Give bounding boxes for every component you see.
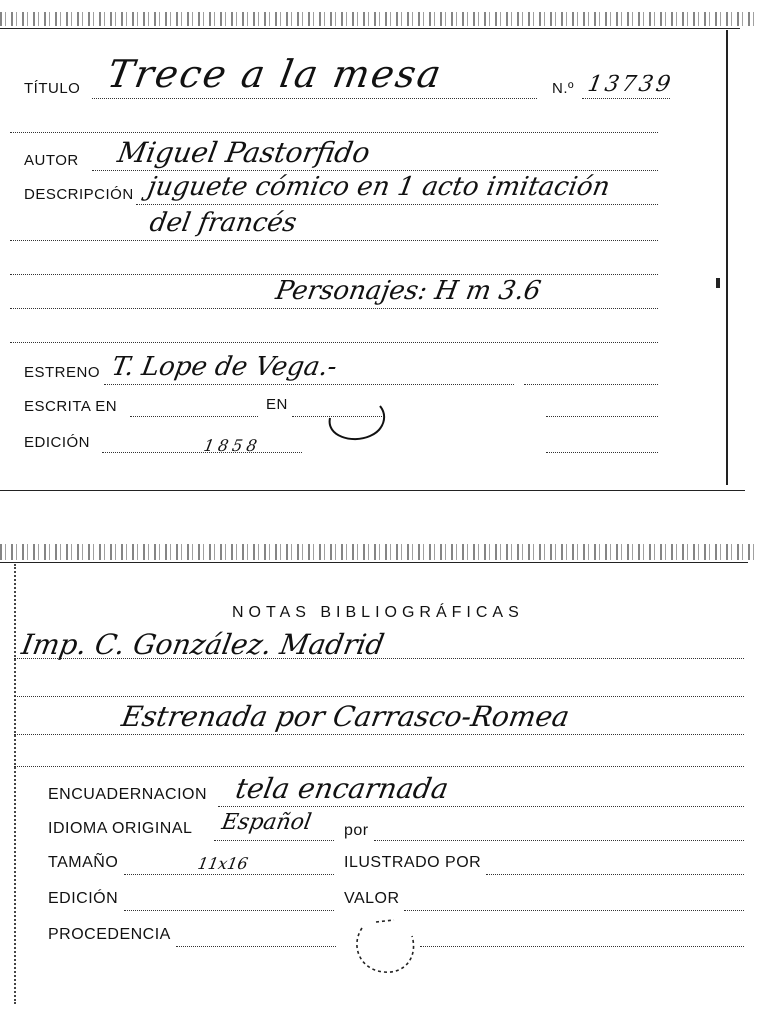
ilustrado-por-label: ILUSTRADO POR	[344, 854, 482, 871]
autor-value: Miguel Pastorfido	[115, 136, 373, 169]
encuadernacion-line	[218, 806, 744, 807]
note-line2: Estrenada por Carrasco-Romea	[119, 700, 572, 733]
autor-label: AUTOR	[24, 152, 79, 169]
descripcion-line-2	[10, 240, 658, 241]
titulo-label: TÍTULO	[24, 80, 81, 97]
tamano-value: 11x16	[196, 854, 250, 873]
idioma-original-label: IDIOMA ORIGINAL	[48, 820, 193, 837]
estreno-value: T. Lope de Vega.-	[109, 352, 340, 382]
encuadernacion-label: ENCUADERNACION	[48, 786, 208, 803]
card-separator-stub	[0, 490, 14, 491]
edicion-label: EDICIÓN	[24, 434, 91, 451]
notas-line-3	[14, 734, 744, 735]
ilustrado-line	[486, 874, 744, 875]
en-label: EN	[266, 396, 288, 413]
descripcion-line2: del francés	[147, 208, 299, 238]
numero-label: N.º	[552, 80, 574, 97]
estreno-line	[104, 384, 514, 385]
escrita-en-label: ESCRITA EN	[24, 398, 118, 415]
tamano-label: TAMAÑO	[48, 854, 119, 871]
escrita-en-line	[130, 416, 258, 417]
procedencia-line	[176, 946, 336, 947]
blank-line-1	[10, 132, 658, 133]
autor-line	[92, 170, 658, 171]
notas-line-4	[14, 766, 744, 767]
notas-heading: NOTAS BIBLIOGRÁFICAS	[232, 604, 524, 621]
notas-line-2	[14, 696, 744, 697]
procedencia-line-right	[420, 946, 744, 947]
edicion-line-right	[546, 452, 658, 453]
blank-line-3	[10, 342, 658, 343]
scan-noise-bottom	[0, 544, 759, 560]
personajes-line	[10, 308, 658, 309]
numero-line	[582, 98, 670, 99]
titulo-line	[92, 98, 537, 99]
numero-value: 13739	[585, 72, 676, 97]
card-top-edge	[0, 28, 740, 29]
encuadernacion-value: tela encarnada	[233, 772, 451, 805]
card2-top-edge	[0, 562, 748, 563]
card-right-edge	[726, 30, 728, 485]
catalog-card-bottom	[0, 540, 759, 1028]
descripcion-line1: juguete cómico en 1 acto imitación	[145, 172, 613, 202]
scan-noise-top	[0, 12, 759, 26]
por-label: por	[344, 822, 369, 839]
note-line1: Imp. C. González. Madrid	[19, 628, 387, 661]
blank-line-2	[10, 274, 658, 275]
tamano-line	[124, 874, 334, 875]
edicion-value: 1858	[202, 436, 263, 455]
estreno-line-right	[524, 384, 658, 385]
personajes-value: Personajes: H m 3.6	[273, 276, 544, 306]
card-bottom-edge	[0, 490, 745, 491]
descripcion-label: DESCRIPCIÓN	[24, 186, 134, 203]
idioma-value: Español	[219, 810, 314, 835]
escrita-line-right	[546, 416, 658, 417]
titulo-value: Trece a la mesa	[104, 52, 447, 96]
por-line	[374, 840, 744, 841]
margin-mark	[716, 278, 720, 288]
valor-label: VALOR	[344, 890, 400, 907]
edicion2-label: EDICIÓN	[48, 890, 119, 907]
procedencia-label: PROCEDENCIA	[48, 926, 171, 943]
circular-stamp-mark-2	[346, 912, 426, 982]
catalog-card-top	[0, 0, 759, 500]
card2-left-edge	[14, 564, 16, 1004]
edicion2-line	[124, 910, 334, 911]
circular-stamp-mark	[322, 396, 392, 446]
estreno-label: ESTRENO	[24, 364, 101, 381]
descripcion-line	[136, 204, 658, 205]
valor-line	[404, 910, 744, 911]
idioma-line	[214, 840, 334, 841]
